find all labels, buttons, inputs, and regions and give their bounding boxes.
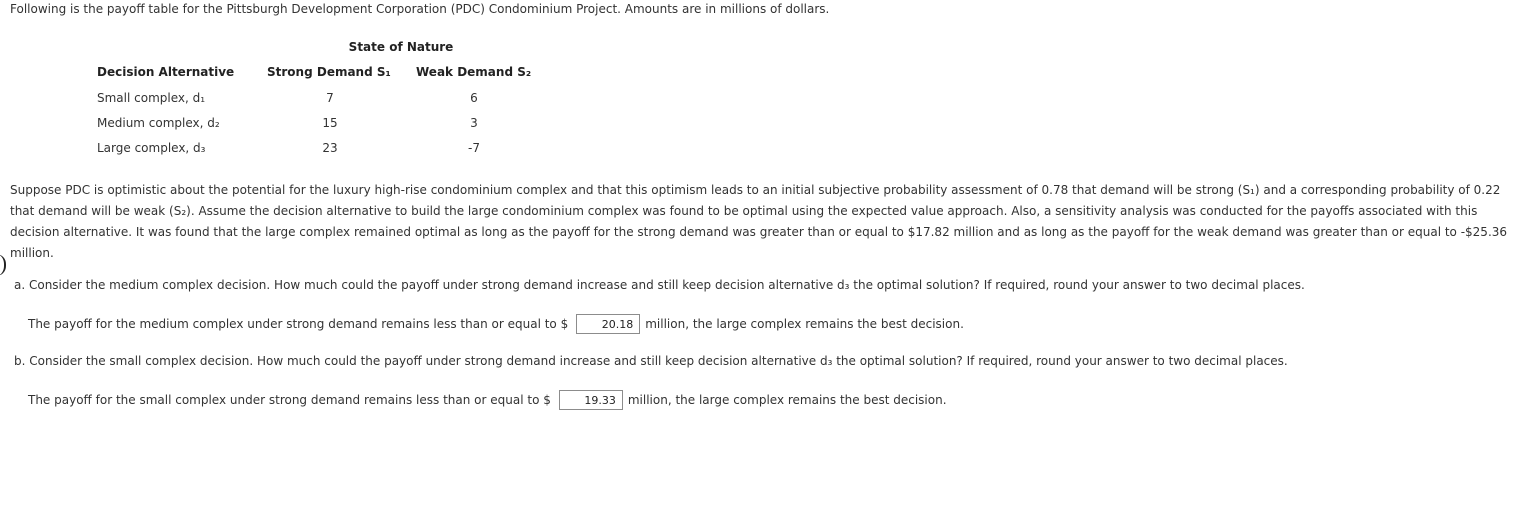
payoff-table: [97, 40, 557, 160]
cell-medium-weak: 3: [470, 116, 478, 130]
answer-b-suffix: million, the large complex remains the best decision.: [627, 393, 947, 407]
answer-a-suffix: million, the large complex remains the best decision.: [645, 317, 964, 331]
question-a-text: a. Consider the medium complex decision. How much could the payoff under strong demand increase and still keep decision alternative d₃ the optimal solution? If required, round your answer to two decimal places.: [14, 278, 1305, 292]
row-label-medium: Medium complex, d₂: [97, 116, 220, 130]
answer-a-input[interactable]: 20.18: [576, 314, 640, 334]
cell-small-strong: 7: [326, 91, 334, 105]
row-label-small: Small complex, d₁: [97, 91, 206, 105]
answer-b-prefix: The payoff for the small complex under strong demand remains less than or equal to $: [28, 393, 551, 407]
intro-text: Following is the payoff table for the Pittsburgh Development Corporation (PDC) Condominium Project. Amounts are in millions of dollars.: [10, 2, 830, 16]
state-of-nature-header: State of Nature: [348, 40, 454, 54]
weak-demand-header: Weak Demand S₂: [416, 65, 532, 79]
answer-a-line: [28, 314, 964, 334]
cell-medium-strong: 15: [322, 116, 338, 130]
answer-a-prefix: The payoff for the medium complex under strong demand remains less than or equal to $: [28, 317, 569, 331]
answer-b-input[interactable]: 19.33: [559, 390, 623, 410]
scenario-paragraph: Suppose PDC is optimistic about the potential for the luxury high-rise condominium complex and that this optimism leads to an initial subjective probability assessment of 0.78 that demand will be strong (S₁) and a corresponding probability of 0.22 that demand will be weak (S₂). Assume the decision alternative to build the large condominium complex was found to be optimal using the expected value approach. Also, a sensitivity analysis was conducted for the payoffs associated with this decision alternative. It was found that the large complex remained optimal as long as the payoff for the strong demand was greater than or equal to $17.82 million and as long as the payoff for the weak demand was greater than or equal to -$25.36 million.: [10, 183, 1508, 260]
cell-small-weak: 6: [470, 91, 478, 105]
decision-alternative-header: Decision Alternative: [97, 65, 235, 79]
row-label-large: Large complex, d₃: [97, 141, 206, 155]
cell-large-strong: 23: [322, 141, 338, 155]
cell-large-weak: -7: [468, 141, 480, 155]
strong-demand-header: Strong Demand S₁: [267, 65, 391, 79]
left-margin-marker: [0, 254, 6, 276]
answer-b-line: [28, 390, 947, 410]
question-b-text: b. Consider the small complex decision. How much could the payoff under strong demand increase and still keep decision alternative d₃ the optimal solution? If required, round your answer to two decimal places.: [14, 354, 1288, 368]
